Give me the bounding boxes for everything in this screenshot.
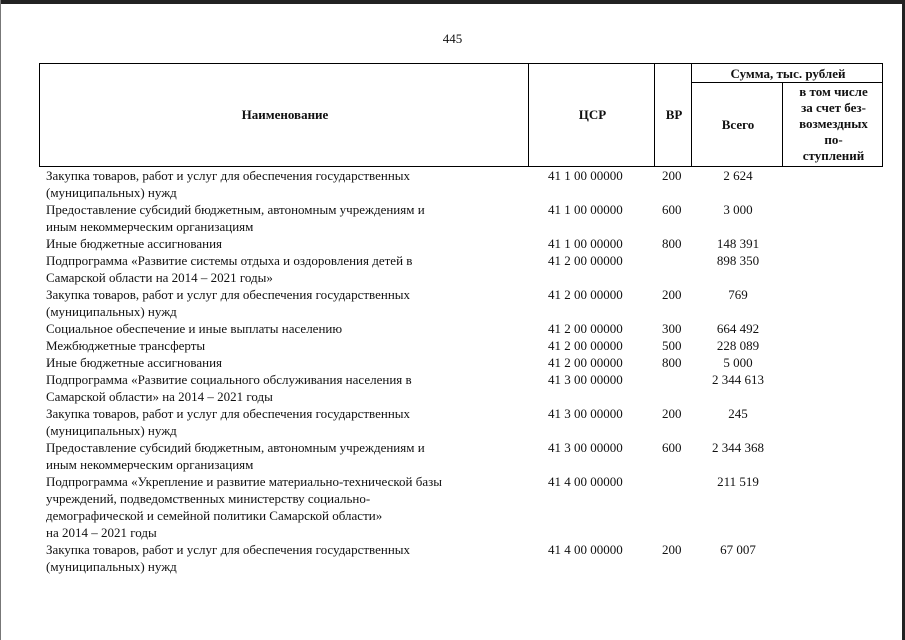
header-total: Всего — [721, 117, 755, 132]
row-name-line: Закупка товаров, работ и услуг для обеспечения государственных — [46, 168, 411, 183]
row-vr: 200 — [662, 542, 682, 557]
row-csr: 41 1 00 00000 — [548, 236, 623, 251]
row-name-line: (муниципальных) нужд — [46, 423, 177, 438]
row-name-line: Подпрограмма «Развитие системы отдыха и оздоровления детей в — [46, 253, 413, 268]
row-csr: 41 4 00 00000 — [548, 542, 623, 557]
row-name — [46, 405, 516, 439]
header-cell-vr — [654, 63, 692, 167]
row-csr: 41 2 00 00000 — [548, 338, 623, 353]
row-name-line: Закупка товаров, работ и услуг для обеспечения государственных — [46, 287, 411, 302]
row-total: 769 — [728, 287, 748, 302]
table-row — [0, 337, 905, 354]
row-name — [46, 541, 516, 575]
row-name-line: иным некоммерческим организациям — [46, 457, 254, 472]
table-row — [0, 252, 905, 286]
table-row — [0, 354, 905, 371]
row-name — [46, 337, 516, 354]
header-cell-grants — [782, 82, 883, 167]
scan-top-border — [0, 0, 905, 4]
header-grants-line: в том числе — [799, 84, 868, 99]
row-name-line: Самарской области» на 2014 – 2021 годы — [46, 389, 273, 404]
header-grants-line: по- — [824, 132, 843, 147]
row-csr: 41 2 00 00000 — [548, 287, 623, 302]
header-cell-name — [39, 63, 529, 167]
row-name-line: Иные бюджетные ассигнования — [46, 355, 223, 370]
row-name — [46, 167, 516, 201]
row-name-line: учреждений, подведомственных министерству социально- — [46, 491, 371, 506]
row-csr: 41 3 00 00000 — [548, 406, 623, 421]
row-name — [46, 473, 516, 541]
row-name-line: Предоставление субсидий бюджетным, автономным учреждениям и — [46, 440, 425, 455]
row-name — [46, 252, 516, 286]
row-vr: 200 — [662, 287, 682, 302]
row-vr: 200 — [662, 168, 682, 183]
header-cell-sum-group — [691, 63, 883, 83]
row-total: 2 624 — [723, 168, 753, 183]
row-csr: 41 1 00 00000 — [548, 168, 623, 183]
table-row — [0, 235, 905, 252]
row-total: 67 007 — [720, 542, 756, 557]
row-total: 3 000 — [723, 202, 753, 217]
row-vr: 600 — [662, 440, 682, 455]
header-grants — [783, 84, 884, 164]
row-name-line: (муниципальных) нужд — [46, 185, 177, 200]
row-name-line: Самарской области на 2014 – 2021 годы» — [46, 270, 273, 285]
header-vr: ВР — [665, 107, 683, 122]
table-body — [0, 167, 905, 575]
row-name-line: Закупка товаров, работ и услуг для обеспечения государственных — [46, 406, 411, 421]
table-row — [0, 286, 905, 320]
row-name — [46, 439, 516, 473]
row-vr: 200 — [662, 406, 682, 421]
row-csr: 41 2 00 00000 — [548, 355, 623, 370]
row-name-line: Иные бюджетные ассигнования — [46, 236, 223, 251]
row-csr: 41 3 00 00000 — [548, 440, 623, 455]
row-name-line: иным некоммерческим организациям — [46, 219, 254, 234]
row-csr: 41 1 00 00000 — [548, 202, 623, 217]
header-grants-line: возмездных — [799, 116, 868, 131]
row-total: 245 — [728, 406, 748, 421]
header-csr: ЦСР — [578, 107, 607, 122]
row-vr: 600 — [662, 202, 682, 217]
table-row — [0, 201, 905, 235]
table-row — [0, 439, 905, 473]
header-cell-csr — [528, 63, 655, 167]
header-sum-group: Сумма, тыс. рублей — [730, 66, 846, 81]
table-row — [0, 405, 905, 439]
table-row — [0, 473, 905, 541]
header-name: Наименование — [241, 107, 329, 122]
row-name-line: Социальное обеспечение и иные выплаты населению — [46, 321, 343, 336]
row-name-line: Подпрограмма «Развитие социального обслуживания населения в — [46, 372, 412, 387]
row-total: 2 344 368 — [712, 440, 764, 455]
row-total: 898 350 — [716, 253, 760, 268]
row-total: 5 000 — [723, 355, 753, 370]
row-name — [46, 354, 516, 371]
row-total: 211 519 — [717, 474, 759, 489]
row-total: 228 089 — [716, 338, 760, 353]
row-name-line: (муниципальных) нужд — [46, 559, 177, 574]
row-vr: 800 — [662, 355, 682, 370]
table-row — [0, 167, 905, 201]
row-vr: 300 — [662, 321, 682, 336]
row-csr: 41 2 00 00000 — [548, 321, 623, 336]
row-name — [46, 371, 516, 405]
row-name-line: демографической и семейной политики Самарской области» — [46, 508, 383, 523]
row-total: 148 391 — [716, 236, 760, 251]
header-grants-line: ступлений — [802, 148, 865, 163]
row-name — [46, 320, 516, 337]
row-vr: 800 — [662, 236, 682, 251]
row-name-line: (муниципальных) нужд — [46, 304, 177, 319]
row-csr: 41 3 00 00000 — [548, 372, 623, 387]
row-name — [46, 235, 516, 252]
row-vr: 500 — [662, 338, 682, 353]
row-total: 2 344 613 — [712, 372, 764, 387]
row-name — [46, 201, 516, 235]
row-name-line: Подпрограмма «Укрепление и развитие материально-технической базы — [46, 474, 443, 489]
row-name-line: на 2014 – 2021 годы — [46, 525, 157, 540]
row-total: 664 492 — [716, 321, 760, 336]
table-row — [0, 371, 905, 405]
row-name — [46, 286, 516, 320]
header-grants-line: за счет без- — [801, 100, 866, 115]
row-name-line: Предоставление субсидий бюджетным, автономным учреждениям и — [46, 202, 425, 217]
table-row — [0, 541, 905, 575]
table-row — [0, 320, 905, 337]
row-csr: 41 2 00 00000 — [548, 253, 623, 268]
row-name-line: Межбюджетные трансферты — [46, 338, 206, 353]
header-cell-total — [691, 82, 783, 167]
page-number: 445 — [442, 31, 463, 46]
row-name-line: Закупка товаров, работ и услуг для обеспечения государственных — [46, 542, 411, 557]
row-csr: 41 4 00 00000 — [548, 474, 623, 489]
